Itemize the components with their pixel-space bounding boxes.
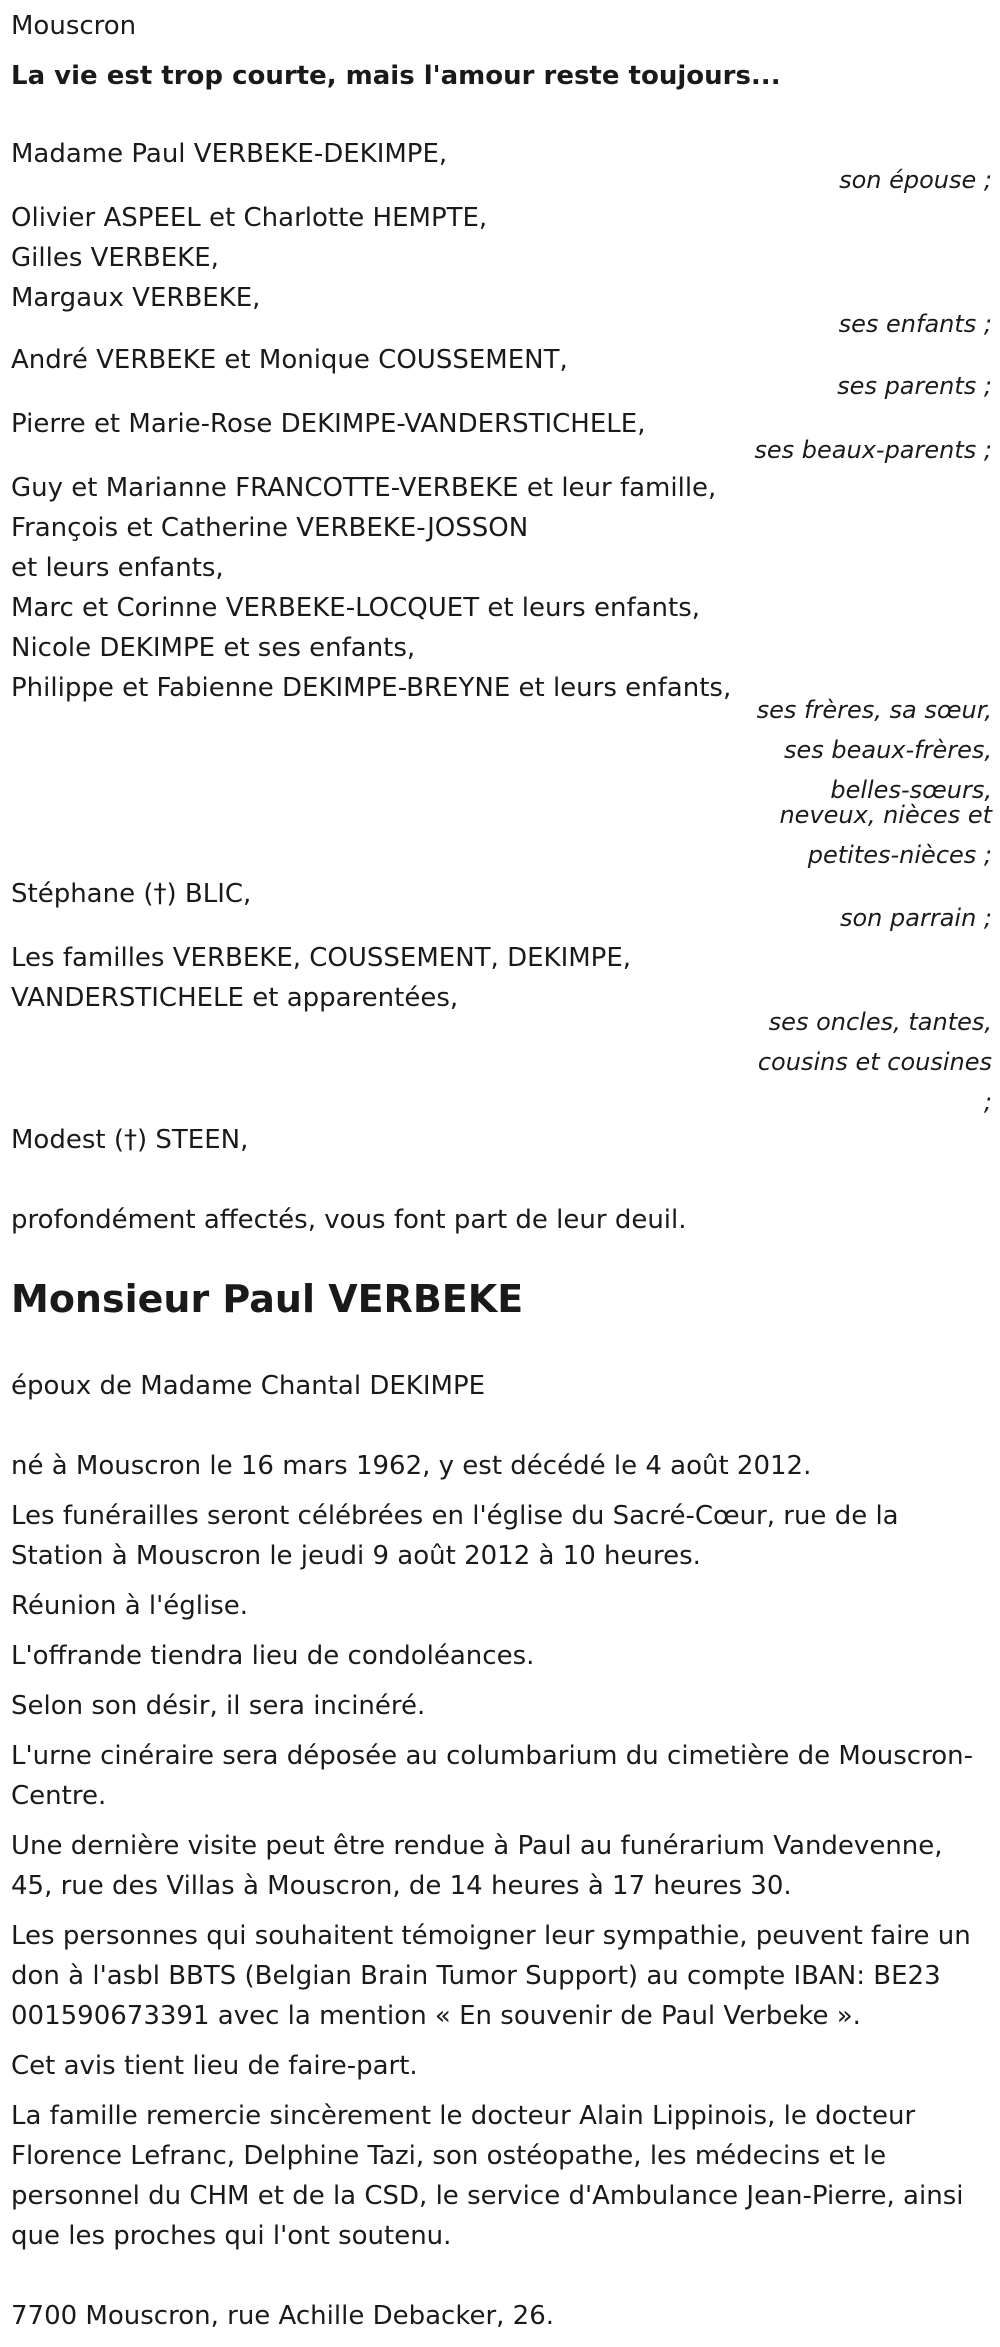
- spouse-line: époux de Madame Chantal DEKIMPE: [11, 1371, 486, 1401]
- godfather-name: Stéphane (†) BLIC,: [11, 879, 252, 909]
- parents-role: ses parents ;: [837, 372, 992, 400]
- siblings-role-3: belles-sœurs,: [830, 776, 992, 804]
- families-role-3: ;: [983, 1088, 992, 1116]
- detail-meeting: Réunion à l'église.: [11, 1591, 249, 1621]
- siblings-role-2: ses beaux-frères,: [783, 736, 992, 764]
- address: 7700 Mouscron, rue Achille Debacker, 26.: [11, 2301, 555, 2331]
- detail-funeral: Les funérailles seront célébrées en l'église du Sacré-Cœur, rue de la Station à Mouscron le jeudi 9 août 2012 à 10 heures.: [11, 1501, 899, 1571]
- families-role-2: cousins et cousines: [757, 1048, 992, 1076]
- siblings-role-4: neveux, nièces et: [779, 801, 992, 829]
- detail-donation: Les personnes qui souhaitent témoigner leur sympathie, peuvent faire un don à l'asbl BBTS (Belgian Brain Tumor Support) au compte IBAN: BE23 001590673391 avec la mention « En souvenir de Paul Verbeke ».: [11, 1921, 971, 2031]
- detail-birth-death: né à Mouscron le 16 mars 1962, y est décédé le 4 août 2012.: [11, 1451, 812, 1481]
- detail-cremation: Selon son désir, il sera incinéré.: [11, 1691, 426, 1721]
- spouse-role: son épouse ;: [839, 166, 992, 194]
- sibling-6: Philippe et Fabienne DEKIMPE-BREYNE et leurs enfants,: [11, 673, 732, 703]
- families-role-1: ses oncles, tantes,: [768, 1008, 992, 1036]
- detail-visit: Une dernière visite peut être rendue à Paul au funérarium Vandevenne, 45, rue des Villas à Mouscron, de 14 heures à 17 heures 30.: [11, 1831, 943, 1901]
- in-laws-names: Pierre et Marie-Rose DEKIMPE-VANDERSTICHELE,: [11, 409, 646, 439]
- siblings-role-5: petites-nièces ;: [807, 841, 992, 869]
- siblings-role-1: ses frères, sa sœur,: [756, 696, 992, 724]
- families-line-2: VANDERSTICHELE et apparentées,: [11, 983, 459, 1013]
- in-laws-role: ses beaux-parents ;: [754, 436, 992, 464]
- child-2: Gilles VERBEKE,: [11, 243, 219, 273]
- parents-names: André VERBEKE et Monique COUSSEMENT,: [11, 345, 568, 375]
- godfather-role: son parrain ;: [839, 904, 992, 932]
- sibling-3: et leurs enfants,: [11, 553, 224, 583]
- other-name: Modest (†) STEEN,: [11, 1125, 249, 1155]
- families-line-1: Les familles VERBEKE, COUSSEMENT, DEKIMPE,: [11, 943, 632, 973]
- detail-urn: L'urne cinéraire sera déposée au columbarium du cimetière de Mouscron-Centre.: [11, 1741, 973, 1811]
- location: Mouscron: [11, 11, 137, 41]
- deceased-name: Monsieur Paul VERBEKE: [11, 1277, 524, 1321]
- detail-thanks: La famille remercie sincèrement le docteur Alain Lippinois, le docteur Florence Lefranc, Delphine Tazi, son ostéopathe, les médecins et le personnel du CHM et de la CSD, le service d'Ambulance Jean-Pierre, ainsi que les proches qui l'ont soutenu.: [11, 2101, 964, 2251]
- child-1: Olivier ASPEEL et Charlotte HEMPTE,: [11, 203, 488, 233]
- detail-notice: Cet avis tient lieu de faire-part.: [11, 2051, 418, 2081]
- detail-offering: L'offrande tiendra lieu de condoléances.: [11, 1641, 535, 1671]
- children-role: ses enfants ;: [838, 310, 992, 338]
- spouse-name: Madame Paul VERBEKE-DEKIMPE,: [11, 139, 448, 169]
- sibling-4: Marc et Corinne VERBEKE-LOCQUET et leurs enfants,: [11, 593, 701, 623]
- sibling-5: Nicole DEKIMPE et ses enfants,: [11, 633, 416, 663]
- announcement: profondément affectés, vous font part de leur deuil.: [11, 1205, 687, 1235]
- sibling-2: François et Catherine VERBEKE-JOSSON: [11, 513, 529, 543]
- child-3: Margaux VERBEKE,: [11, 283, 261, 313]
- sibling-1: Guy et Marianne FRANCOTTE-VERBEKE et leur famille,: [11, 473, 717, 503]
- motto: La vie est trop courte, mais l'amour reste toujours...: [11, 61, 781, 91]
